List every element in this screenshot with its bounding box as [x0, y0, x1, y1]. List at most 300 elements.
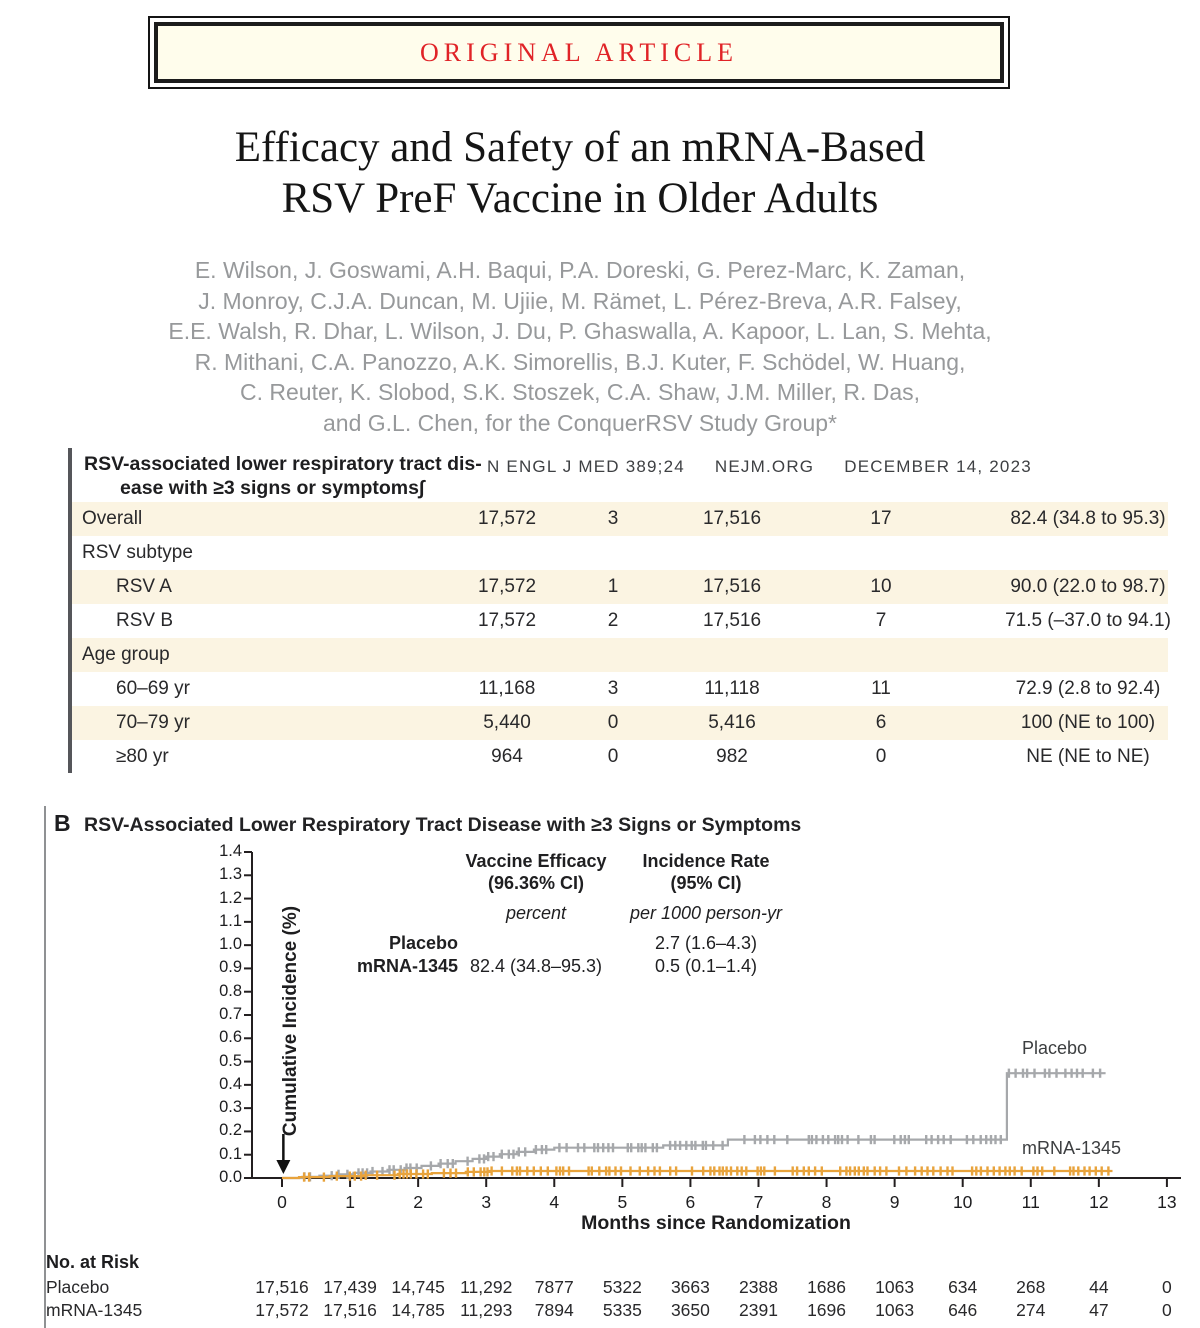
journal-citation — [487, 457, 1032, 477]
risk-value: 0 — [1162, 1277, 1172, 1297]
placebo-curve — [282, 1073, 1106, 1178]
table-row — [72, 740, 1168, 774]
risk-value: 17,439 — [323, 1277, 377, 1297]
mrna-censor-mark — [736, 1166, 738, 1175]
x-tick-label: 11 — [1021, 1192, 1040, 1212]
y-tick-label: 0.4 — [219, 1074, 242, 1093]
placebo-censor-mark — [943, 1135, 945, 1144]
placebo-censor-mark — [743, 1135, 745, 1144]
placebo-censor-mark — [627, 1143, 629, 1152]
table-row — [72, 672, 1168, 706]
efficacy-table — [72, 502, 1171, 774]
table-cell: 0 — [607, 746, 619, 767]
mrna-censor-mark — [1088, 1166, 1090, 1175]
placebo-censor-mark — [754, 1135, 756, 1144]
y-tick-label: 0.9 — [219, 958, 242, 977]
placebo-censor-mark — [409, 1163, 411, 1172]
mrna-censor-mark — [526, 1166, 528, 1175]
mrna-censor-mark — [998, 1166, 1000, 1175]
table-cell: 17,572 — [477, 508, 537, 529]
vaccine-efficacy-header-line2: (96.36% CI) — [487, 873, 585, 893]
mrna-censor-mark — [479, 1167, 481, 1176]
risk-value: 3650 — [670, 1300, 710, 1320]
x-tick-label: 9 — [889, 1192, 900, 1212]
mrna-censor-mark — [986, 1166, 988, 1175]
mrna-censor-mark — [519, 1166, 521, 1175]
table-cell: NE (NE to NE) — [1026, 746, 1150, 767]
table-row-label: ≥80 yr — [116, 746, 169, 767]
risk-value: 17,572 — [255, 1300, 309, 1320]
x-tick-label: 3 — [481, 1192, 492, 1212]
mrna-censor-mark — [511, 1166, 513, 1175]
mrna-censor-mark — [756, 1166, 758, 1175]
mrna-censor-mark — [874, 1166, 876, 1175]
mrna-censor-mark — [483, 1167, 485, 1176]
table-cell: 3 — [607, 678, 619, 699]
placebo-censor-mark — [950, 1135, 952, 1144]
table-cell: 964 — [491, 746, 523, 767]
mrna-censor-mark — [691, 1166, 693, 1175]
mrna-censor-mark — [821, 1166, 823, 1175]
placebo-censor-mark — [607, 1143, 609, 1152]
table-cell: 0 — [607, 712, 619, 733]
placebo-censor-mark — [1064, 1069, 1066, 1078]
table-cell: 17,516 — [702, 576, 762, 597]
table-cell: 2 — [607, 610, 619, 631]
mrna-censor-mark — [336, 1172, 338, 1181]
placebo-censor-mark — [518, 1147, 520, 1156]
mrna-curve-label: mRNA-1345 — [1022, 1138, 1122, 1158]
table-row-label: RSV A — [116, 576, 172, 597]
mrna-censor-mark — [939, 1166, 941, 1175]
x-tick-label: 12 — [1089, 1192, 1109, 1212]
mrna-censor-mark — [1036, 1166, 1038, 1175]
placebo-censor-mark — [447, 1159, 449, 1168]
placebo-censor-mark — [1033, 1069, 1035, 1078]
mrna-censor-mark — [702, 1166, 704, 1175]
placebo-censor-mark — [558, 1143, 560, 1152]
risk-value: 634 — [948, 1277, 978, 1297]
placebo-censor-mark — [565, 1143, 567, 1152]
author-line-3: E.E. Walsh, R. Dhar, L. Wilson, J. Du, P. Ghaswalla, A. Kapoor, L. Lan, S. Mehta, — [168, 318, 992, 344]
placebo-censor-mark — [430, 1161, 432, 1170]
author-line-1: E. Wilson, J. Goswami, A.H. Baqui, P.A. Doreski, G. Perez-Marc, K. Zaman, — [194, 257, 966, 283]
placebo-censor-mark — [512, 1150, 514, 1159]
risk-value: 14,785 — [391, 1300, 445, 1320]
mrna-censor-mark — [926, 1166, 928, 1175]
placebo-censor-mark — [674, 1141, 676, 1150]
mrna-censor-mark — [849, 1166, 851, 1175]
placebo-censor-mark — [721, 1141, 723, 1150]
mrna-censor-mark — [774, 1166, 776, 1175]
risk-value: 11,293 — [460, 1300, 513, 1320]
placebo-censor-mark — [1048, 1069, 1050, 1078]
mrna-censor-mark — [951, 1166, 953, 1175]
mrna-censor-mark — [486, 1167, 488, 1176]
mrna-censor-mark — [376, 1171, 378, 1180]
placebo-censor-mark — [1000, 1135, 1002, 1144]
incidence-rate-header-line1: Incidence Rate — [642, 851, 770, 871]
mrna-censor-mark — [393, 1171, 395, 1180]
author-line-4: R. Mithani, C.A. Panozzo, A.K. Simorellis, B.J. Kuter, F. Schödel, W. Huang, — [194, 348, 966, 375]
placebo-censor-mark — [656, 1143, 658, 1152]
mrna-censor-mark — [980, 1166, 982, 1175]
x-tick-label: 10 — [952, 1192, 973, 1212]
table-cell: 982 — [716, 746, 748, 767]
risk-value: 17,516 — [323, 1300, 377, 1320]
x-axis-title: Months since Randomization — [581, 1212, 851, 1234]
mrna-censor-mark — [730, 1166, 732, 1175]
placebo-censor-mark — [637, 1143, 639, 1152]
risk-value: 1696 — [807, 1300, 847, 1320]
placebo-censor-mark — [1070, 1069, 1072, 1078]
mrna-censor-mark — [914, 1166, 916, 1175]
placebo-censor-mark — [303, 1172, 305, 1181]
article-title-line-2: RSV PreF Vaccine in Older Adults — [281, 175, 879, 222]
placebo-censor-mark — [577, 1143, 579, 1152]
placebo-censor-mark — [841, 1135, 843, 1144]
table-cell: 10 — [870, 576, 892, 597]
placebo-censor-mark — [990, 1135, 992, 1144]
journal-citation-issue: N ENGL J MED 389;24 — [487, 457, 685, 476]
mrna-censor-mark — [718, 1166, 720, 1175]
mrna-censor-mark — [814, 1166, 816, 1175]
placebo-censor-mark — [1044, 1069, 1046, 1078]
placebo-censor-mark — [371, 1167, 373, 1176]
mrna-censor-mark — [1101, 1166, 1103, 1175]
mrna-censor-mark — [360, 1172, 362, 1181]
vaccine-efficacy-header — [446, 850, 626, 894]
mrna-censor-mark — [349, 1172, 351, 1181]
mrna-censor-mark — [675, 1166, 677, 1175]
placebo-censor-mark — [679, 1141, 681, 1150]
journal-citation-site: NEJM.ORG — [714, 457, 815, 476]
placebo-censor-mark — [702, 1141, 704, 1150]
mrna-censor-mark — [587, 1166, 589, 1175]
article-title-line-1: Efficacy and Safety of an mRNA-Based — [234, 124, 926, 171]
placebo-censor-mark — [597, 1143, 599, 1152]
mrna-censor-mark — [863, 1166, 865, 1175]
y-axis-title: Cumulative Incidence (%) — [280, 905, 302, 1137]
table-cell: 17,516 — [702, 508, 762, 529]
table-cell: 1 — [607, 576, 619, 597]
y-tick-label: 0.3 — [219, 1098, 242, 1117]
placebo-censor-mark — [1014, 1069, 1016, 1078]
table-row-header-line1: RSV-associated lower respiratory tract dis- — [84, 453, 482, 475]
placebo-censor-mark — [669, 1141, 671, 1150]
placebo-censor-mark — [786, 1135, 788, 1144]
mrna-censor-mark — [365, 1171, 367, 1180]
placebo-censor-mark — [361, 1168, 363, 1177]
placebo-censor-mark — [483, 1154, 485, 1163]
mrna-censor-mark — [709, 1166, 711, 1175]
placebo-censor-mark — [541, 1145, 543, 1154]
mrna-censor-mark — [1083, 1166, 1085, 1175]
table-cell: 11,168 — [478, 678, 536, 699]
risk-value: 47 — [1089, 1300, 1109, 1320]
placebo-censor-mark — [612, 1143, 614, 1152]
y-tick-label: 0.8 — [219, 981, 242, 1000]
risk-value: 1063 — [875, 1277, 915, 1297]
incidence-rate-header — [616, 850, 796, 894]
mrna-censor-mark — [1069, 1166, 1071, 1175]
mrna-censor-mark — [591, 1166, 593, 1175]
placebo-censor-mark — [766, 1135, 768, 1144]
risk-value: 2388 — [739, 1277, 778, 1297]
author-line-2: J. Monroy, C.J.A. Duncan, M. Ujiie, M. Rämet, L. Pérez-Breva, A.R. Falsey, — [198, 287, 962, 314]
original-article-banner-inner — [154, 22, 1004, 83]
risk-value: 3663 — [670, 1277, 710, 1297]
mrna-censor-mark — [741, 1166, 743, 1175]
placebo-censor-mark — [583, 1143, 585, 1152]
mrna-censor-mark — [653, 1166, 655, 1175]
annotation-row-label-mrna: mRNA-1345 — [356, 956, 458, 976]
table-cell: 11,118 — [704, 678, 760, 699]
mrna-censor-mark — [516, 1166, 518, 1175]
table-cell: 5,416 — [708, 712, 756, 733]
mrna-censor-mark — [614, 1166, 616, 1175]
placebo-censor-mark — [1076, 1069, 1078, 1078]
table-row — [72, 604, 1171, 638]
placebo-censor-mark — [644, 1143, 646, 1152]
vaccine-efficacy-unit: percent — [505, 903, 567, 923]
placebo-censor-mark — [893, 1135, 895, 1144]
placebo-censor-mark — [630, 1143, 632, 1152]
panel-b-letter: B — [54, 810, 71, 836]
risk-value: 274 — [1016, 1300, 1046, 1320]
table-cell: 17,572 — [477, 576, 537, 597]
placebo-censor-mark — [1082, 1069, 1084, 1078]
risk-row-label: Placebo — [46, 1277, 110, 1297]
placebo-censor-mark — [487, 1152, 489, 1161]
mrna-censor-mark — [803, 1166, 805, 1175]
x-tick-label: 6 — [685, 1192, 696, 1212]
placebo-censor-mark — [834, 1135, 836, 1144]
table-cell: 100 (NE to 100) — [1020, 712, 1156, 733]
placebo-censor-mark — [994, 1135, 996, 1144]
placebo-censor-mark — [705, 1141, 707, 1150]
y-tick-label: 0.7 — [219, 1004, 242, 1023]
risk-value: 7877 — [534, 1277, 574, 1297]
placebo-censor-mark — [773, 1135, 775, 1144]
table-row-header — [84, 452, 484, 500]
placebo-censor-mark — [837, 1135, 839, 1144]
mrna-censor-mark — [845, 1166, 847, 1175]
randomization-arrow-head — [276, 1160, 290, 1174]
placebo-censor-mark — [366, 1168, 368, 1177]
original-article-banner — [148, 16, 1010, 89]
mrna-censor-mark — [1095, 1166, 1097, 1175]
mrna-censor-mark — [354, 1172, 356, 1181]
table-cell: 5,440 — [483, 712, 531, 733]
mrna-censor-mark — [406, 1169, 408, 1178]
table-row — [72, 638, 1168, 672]
mrna-censor-mark — [533, 1166, 535, 1175]
mrna-censor-mark — [659, 1166, 661, 1175]
mrna-censor-mark — [422, 1169, 424, 1178]
mrna-censor-mark — [993, 1166, 995, 1175]
incidence-rate-unit: per 1000 person-yr — [629, 903, 783, 923]
table-row-label: RSV subtype — [82, 542, 193, 563]
mrna-censor-mark — [1077, 1166, 1079, 1175]
table-cell: 3 — [607, 508, 619, 529]
y-tick-label: 0.5 — [219, 1051, 242, 1070]
x-tick-label: 7 — [753, 1192, 764, 1212]
x-tick-label: 1 — [345, 1192, 355, 1212]
placebo-censor-mark — [602, 1143, 604, 1152]
placebo-censor-mark — [937, 1135, 939, 1144]
mrna-censor-mark — [763, 1166, 765, 1175]
placebo-censor-mark — [815, 1135, 817, 1144]
placebo-censor-mark — [346, 1170, 348, 1179]
y-tick-label: 0.0 — [219, 1168, 242, 1186]
risk-value: 11,292 — [460, 1277, 513, 1297]
placebo-censor-mark — [416, 1163, 418, 1172]
placebo-censor-mark — [452, 1159, 454, 1168]
mrna-censor-mark — [562, 1166, 564, 1175]
table-cell: 82.4 (34.8 to 95.3) — [1010, 508, 1166, 529]
placebo-censor-mark — [466, 1157, 468, 1166]
risk-value: 2391 — [739, 1300, 778, 1320]
article-title — [0, 122, 1160, 224]
mrna-censor-mark — [490, 1166, 492, 1175]
mrna-censor-mark — [399, 1169, 401, 1178]
placebo-censor-mark — [966, 1135, 968, 1144]
placebo-censor-mark — [870, 1135, 872, 1144]
y-tick-label: 1.4 — [219, 841, 242, 860]
table-row — [72, 570, 1168, 604]
placebo-censor-mark — [1092, 1069, 1094, 1078]
panel-b-left-rule — [44, 806, 46, 1328]
table-cell: 11 — [871, 678, 891, 699]
mrna-censor-mark — [1041, 1166, 1043, 1175]
x-tick-label: 13 — [1157, 1192, 1177, 1212]
placebo-censor-mark — [900, 1135, 902, 1144]
risk-value: 17,516 — [255, 1277, 309, 1297]
placebo-censor-mark — [652, 1143, 654, 1152]
placebo-censor-mark — [535, 1145, 537, 1154]
panel-b-heading: RSV-Associated Lower Respiratory Tract Disease with ≥3 Signs or Symptoms — [84, 814, 802, 836]
mrna-censor-mark — [725, 1166, 727, 1175]
placebo-censor-mark — [508, 1150, 510, 1159]
mrna-censor-mark — [898, 1166, 900, 1175]
mrna-censor-mark — [669, 1166, 671, 1175]
y-tick-label: 1.0 — [219, 935, 242, 954]
x-tick-label: 5 — [617, 1192, 628, 1212]
placebo-censor-mark — [925, 1135, 927, 1144]
table-cell: 7 — [875, 610, 887, 631]
placebo-incidence-rate: 2.7 (1.6–4.3) — [654, 933, 758, 953]
risk-value: 5322 — [602, 1277, 642, 1297]
placebo-censor-mark — [930, 1135, 932, 1144]
mrna-censor-mark — [971, 1166, 973, 1175]
placebo-censor-mark — [904, 1135, 906, 1144]
risk-value: 44 — [1089, 1277, 1109, 1297]
placebo-censor-mark — [388, 1165, 390, 1174]
mrna-censor-mark — [921, 1166, 923, 1175]
mrna-censor-mark — [323, 1173, 325, 1182]
mrna-incidence-rate: 0.5 (0.1–1.4) — [654, 956, 758, 976]
mrna-censor-mark — [1107, 1166, 1109, 1175]
placebo-censor-mark — [980, 1135, 982, 1144]
x-tick-label: 8 — [821, 1192, 832, 1212]
mrna-censor-mark — [402, 1169, 404, 1178]
mrna-censor-mark — [839, 1166, 841, 1175]
y-tick-label: 1.3 — [219, 865, 242, 884]
placebo-censor-mark — [712, 1141, 714, 1150]
table-cell: 90.0 (22.0 to 98.7) — [1010, 576, 1166, 597]
mrna-censor-mark — [540, 1166, 542, 1175]
mrna-censor-mark — [449, 1169, 451, 1178]
mrna-censor-mark — [946, 1166, 948, 1175]
incidence-rate-header-line2: (95% CI) — [670, 873, 742, 893]
risk-value: 1686 — [807, 1277, 847, 1297]
risk-value: 1063 — [875, 1300, 915, 1320]
risk-value: 646 — [948, 1300, 978, 1320]
mrna-censor-mark — [473, 1167, 475, 1176]
mrna-censor-mark — [1072, 1166, 1074, 1175]
placebo-censor-mark — [593, 1143, 595, 1152]
placebo-censor-mark — [1008, 1069, 1010, 1078]
table-cell: 6 — [875, 712, 887, 733]
mrna-censor-mark — [854, 1166, 856, 1175]
placebo-censor-mark — [827, 1135, 829, 1144]
placebo-censor-mark — [309, 1172, 311, 1181]
table-cell: 17,572 — [477, 610, 537, 631]
placebo-censor-mark — [857, 1135, 859, 1144]
y-tick-label: 0.6 — [219, 1028, 242, 1047]
mrna-censor-mark — [713, 1166, 715, 1175]
journal-citation-date: DECEMBER 14, 2023 — [844, 457, 1032, 476]
mrna-censor-mark — [639, 1166, 641, 1175]
placebo-censor-mark — [337, 1170, 339, 1179]
table-cell: 17 — [870, 508, 892, 529]
table-row-label: Overall — [82, 508, 143, 529]
mrna-censor-mark — [555, 1166, 557, 1175]
annotation-row-label-placebo: Placebo — [388, 933, 458, 953]
placebo-censor-mark — [808, 1135, 810, 1144]
mrna-censor-mark — [443, 1169, 445, 1178]
placebo-censor-mark — [492, 1152, 494, 1161]
mrna-censor-mark — [722, 1166, 724, 1175]
placebo-curve-label: Placebo — [1022, 1038, 1088, 1058]
mrna-censor-mark — [598, 1166, 600, 1175]
table-cell: 0 — [875, 746, 887, 767]
table-row-label: 70–79 yr — [116, 712, 190, 733]
mrna-censor-mark — [866, 1166, 868, 1175]
mrna-censor-mark — [1013, 1166, 1015, 1175]
table-row — [72, 502, 1168, 536]
mrna-censor-mark — [620, 1166, 622, 1175]
placebo-censor-mark — [811, 1135, 813, 1144]
mrna-censor-mark — [760, 1166, 762, 1175]
placebo-censor-mark — [1022, 1069, 1024, 1078]
risk-value: 5335 — [602, 1300, 642, 1320]
placebo-censor-mark — [822, 1135, 824, 1144]
mrna-curve — [282, 1171, 1113, 1178]
placebo-censor-mark — [1026, 1069, 1028, 1078]
placebo-censor-mark — [439, 1159, 441, 1168]
placebo-censor-mark — [873, 1135, 875, 1144]
mrna-censor-mark — [467, 1167, 469, 1176]
mrna-censor-mark — [905, 1166, 907, 1175]
placebo-censor-mark — [759, 1135, 761, 1144]
placebo-censor-mark — [524, 1147, 526, 1156]
table-cell: 72.9 (2.8 to 92.4) — [1015, 678, 1161, 699]
mrna-censor-mark — [1032, 1166, 1034, 1175]
placebo-censor-mark — [846, 1135, 848, 1144]
mrna-censor-mark — [455, 1169, 457, 1178]
